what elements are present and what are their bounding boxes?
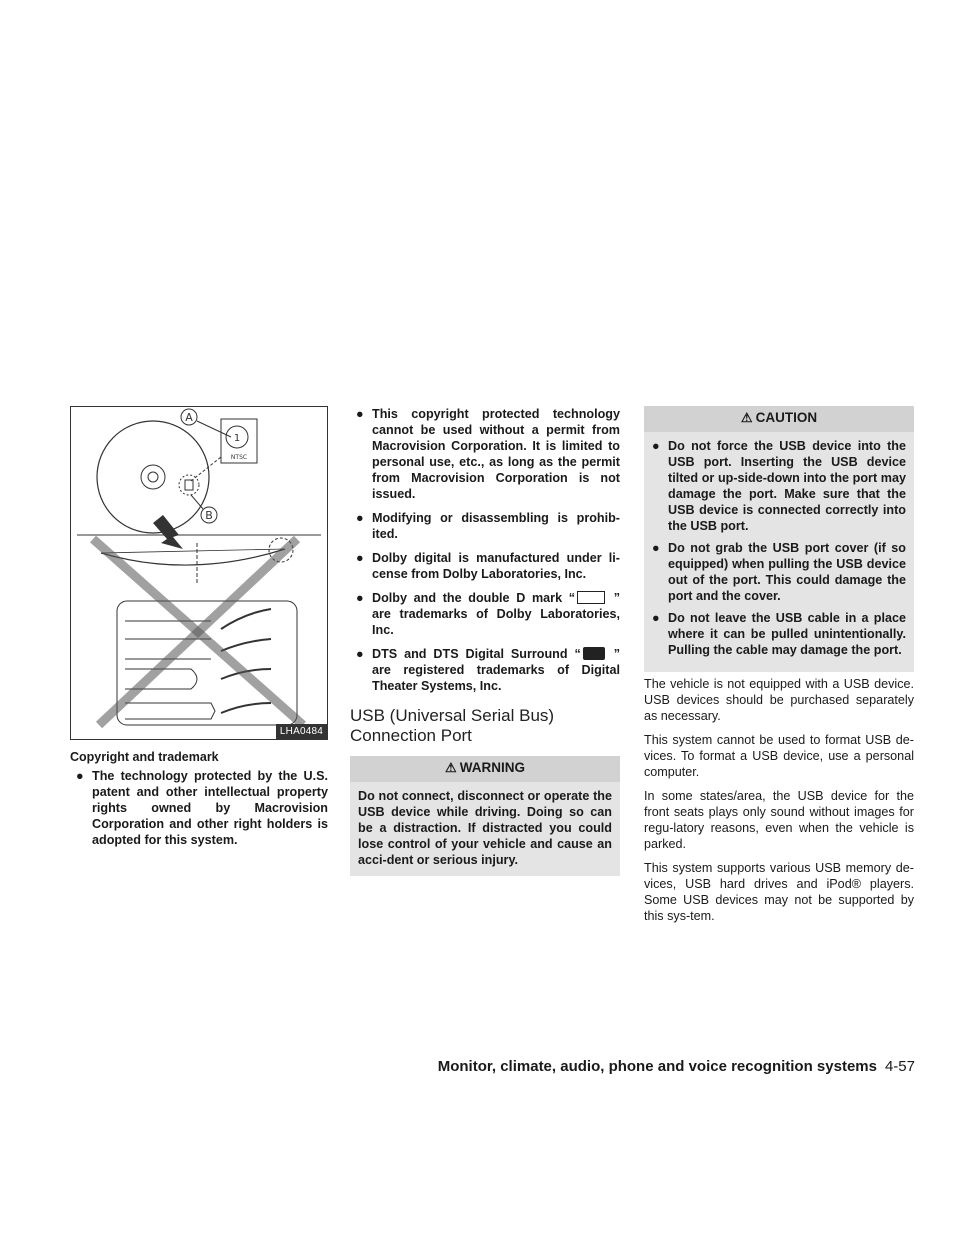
list-item: ● DTS and DTS Digital Surround “ ” are registered trademarks of Digital Theater Systems, Inc. xyxy=(356,647,620,693)
warning-header: ⚠ WARNING xyxy=(350,756,620,782)
list-item: ● Do not leave the USB cable in a place where it can be pulled unintentionally. Pulling the cable may damage the port. xyxy=(652,611,906,657)
copyright-list-part2 xyxy=(350,406,620,694)
paragraph: The vehicle is not equipped with a USB device. USB devices should be purchased separately as necessary. xyxy=(644,677,914,723)
caution-list xyxy=(652,438,906,658)
copyright-list-part1 xyxy=(70,768,328,848)
footer-section-title: Monitor, climate, audio, phone and voice recognition systems xyxy=(437,1058,877,1075)
list-item: ● Dolby and the double D mark “ ” are trademarks of Dolby Laboratories, Inc. xyxy=(356,591,621,637)
callout-b: B xyxy=(205,509,213,522)
warning-triangle-icon: ⚠ xyxy=(445,760,457,775)
list-item: ● Modifying or disassembling is prohib-ited. xyxy=(356,511,620,541)
warning-text: Do not connect, disconnect or operate the USB device while driving. Doing so can be a distraction. If distracted you could lose control of your vehicle and cause an acci-dent or serious injury. xyxy=(358,789,612,867)
list-item: ● Do not grab the USB port cover (if so equipped) when pulling the USB device out of the port. This could damage the port and the cover. xyxy=(652,541,906,603)
page-footer xyxy=(438,1058,915,1075)
copyright-heading: Copyright and trademark xyxy=(70,750,219,764)
caution-header: ⚠ CAUTION xyxy=(644,406,914,432)
svg-text:1: 1 xyxy=(233,433,241,444)
list-item: ● This copyright protected technology cannot be used without a permit from Macrovision Corporation. It is limited to personal use, etc., as long as the permit from Macrovision Corporation is not issued. xyxy=(356,407,620,501)
paragraph: This system supports various USB memory de-vices, USB hard drives and iPod® players. Some USB devices may not be supported by this sys-tem. xyxy=(644,861,914,923)
middle-column xyxy=(350,406,620,876)
disc-illustration xyxy=(71,407,327,739)
list-item: ● The technology protected by the U.S. patent and other intellectual property rights owned by Macrovision Corporation and other right holders is adopted for this system. xyxy=(76,769,328,847)
paragraph: This system cannot be used to format USB de-vices. To format a USB device, use a personal computer. xyxy=(644,733,914,779)
disc-illustration-figure xyxy=(70,406,328,740)
dolby-logo-icon xyxy=(577,591,605,604)
warning-triangle-icon: ⚠ xyxy=(740,410,753,425)
right-column xyxy=(644,406,914,932)
warning-box xyxy=(350,756,620,876)
callout-a: A xyxy=(185,411,193,424)
list-item: ● Dolby digital is manufactured under li-cense from Dolby Laboratories, Inc. xyxy=(356,551,620,581)
caution-box xyxy=(644,406,914,672)
page-number: 4-57 xyxy=(884,1058,915,1075)
left-column xyxy=(70,406,328,856)
list-item: ● Do not force the USB device into the USB port. Inserting the USB device tilted or up-side-down into the port may damage the port. Make sure that the USB device is connected correctly into the USB port. xyxy=(652,439,906,533)
figure-id-label: LHA0484 xyxy=(276,724,327,739)
usb-section-title: USB (Universal Serial Bus) Connection Port xyxy=(350,706,555,745)
disc-region-mark: NTSC xyxy=(230,454,248,461)
dts-logo-icon xyxy=(583,647,605,660)
paragraph: In some states/area, the USB device for the front seats plays only sound without images for regu-latory reasons, even when the vehicle is parked. xyxy=(644,789,914,851)
